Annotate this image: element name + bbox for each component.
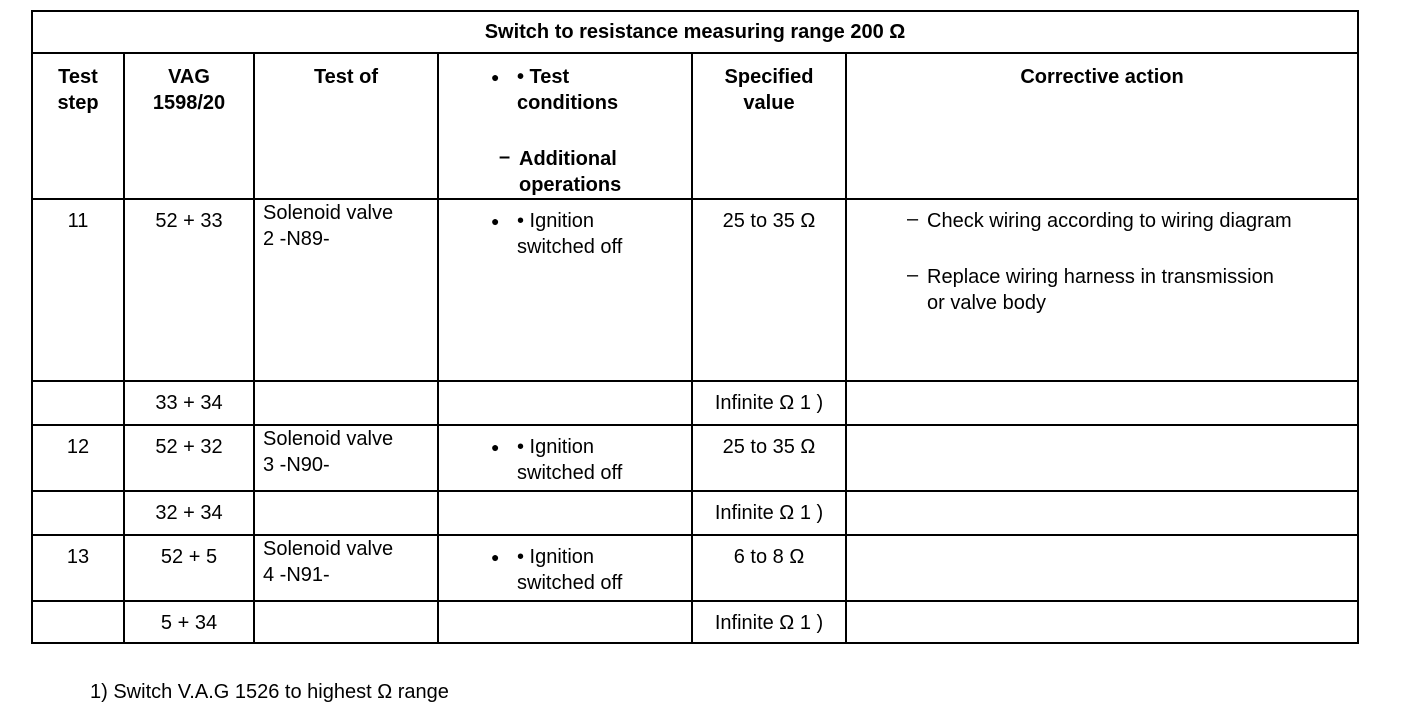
header-vag: VAG 1598/20	[124, 53, 254, 199]
cell-test-of	[254, 601, 438, 643]
cell-step	[32, 491, 124, 535]
header-corrective-action: Corrective action	[846, 53, 1358, 199]
cell-test-of	[254, 491, 438, 535]
cell-conditions: ● • Ignition switched off	[438, 535, 692, 601]
cell-test-of: Solenoid valve 3 -N90-	[254, 425, 438, 491]
cell-corrective-action	[846, 601, 1358, 643]
cell-step	[32, 601, 124, 643]
cell-corrective-action	[846, 381, 1358, 425]
header-specified-value: Specified value	[692, 53, 846, 199]
cell-vag: 5 + 34	[124, 601, 254, 643]
dash-icon: –	[499, 146, 511, 168]
cell-step	[32, 381, 124, 425]
cell-corrective-action	[846, 535, 1358, 601]
dash-icon: –	[907, 208, 919, 230]
bullet-dot-icon: ●	[491, 69, 500, 85]
cell-test-of	[254, 381, 438, 425]
cell-conditions	[438, 381, 692, 425]
table-row	[32, 381, 1358, 425]
cell-vag: 52 + 5	[124, 535, 254, 601]
cell-conditions: ● • Ignition switched off	[438, 425, 692, 491]
cell-test-of: Solenoid valve 2 -N89-	[254, 199, 438, 381]
cell-specified-value: Infinite Ω 1 )	[692, 601, 846, 643]
cell-conditions	[438, 491, 692, 535]
resistance-test-table	[31, 10, 1359, 644]
table-row	[32, 601, 1358, 643]
bullet-dot-icon: ●	[491, 549, 500, 565]
header-row	[32, 53, 1358, 199]
table-row	[32, 199, 1358, 381]
cell-conditions	[438, 601, 692, 643]
table-title: Switch to resistance measuring range 200 Ω	[32, 11, 1358, 53]
cell-test-of: Solenoid valve 4 -N91-	[254, 535, 438, 601]
table-row	[32, 491, 1358, 535]
table-row	[32, 425, 1358, 491]
cell-specified-value: Infinite Ω 1 )	[692, 381, 846, 425]
cell-specified-value: Infinite Ω 1 )	[692, 491, 846, 535]
cell-corrective-action: – Check wiring according to wiring diagram – Replace wiring harness in transmission or valve body	[846, 199, 1358, 381]
cell-specified-value: 25 to 35 Ω	[692, 425, 846, 491]
bullet-dot-icon: ●	[491, 213, 500, 229]
cell-vag: 32 + 34	[124, 491, 254, 535]
cell-specified-value: 25 to 35 Ω	[692, 199, 846, 381]
cell-step: 12	[32, 425, 124, 491]
cell-corrective-action	[846, 491, 1358, 535]
footnote: 1) Switch V.A.G 1526 to highest Ω range	[90, 681, 449, 703]
header-test-step: Test step	[32, 53, 124, 199]
cell-specified-value: 6 to 8 Ω	[692, 535, 846, 601]
cell-vag: 52 + 33	[124, 199, 254, 381]
cell-step: 11	[32, 199, 124, 381]
cell-vag: 33 + 34	[124, 381, 254, 425]
cell-conditions: ● • Ignition switched off	[438, 199, 692, 381]
cell-vag: 52 + 32	[124, 425, 254, 491]
bullet-dot-icon: ●	[491, 439, 500, 455]
header-test-of: Test of	[254, 53, 438, 199]
table-row	[32, 535, 1358, 601]
header-conditions: ● • Test conditions – Additional operations	[438, 53, 692, 199]
cell-corrective-action	[846, 425, 1358, 491]
dash-icon: –	[907, 264, 919, 286]
cell-step: 13	[32, 535, 124, 601]
